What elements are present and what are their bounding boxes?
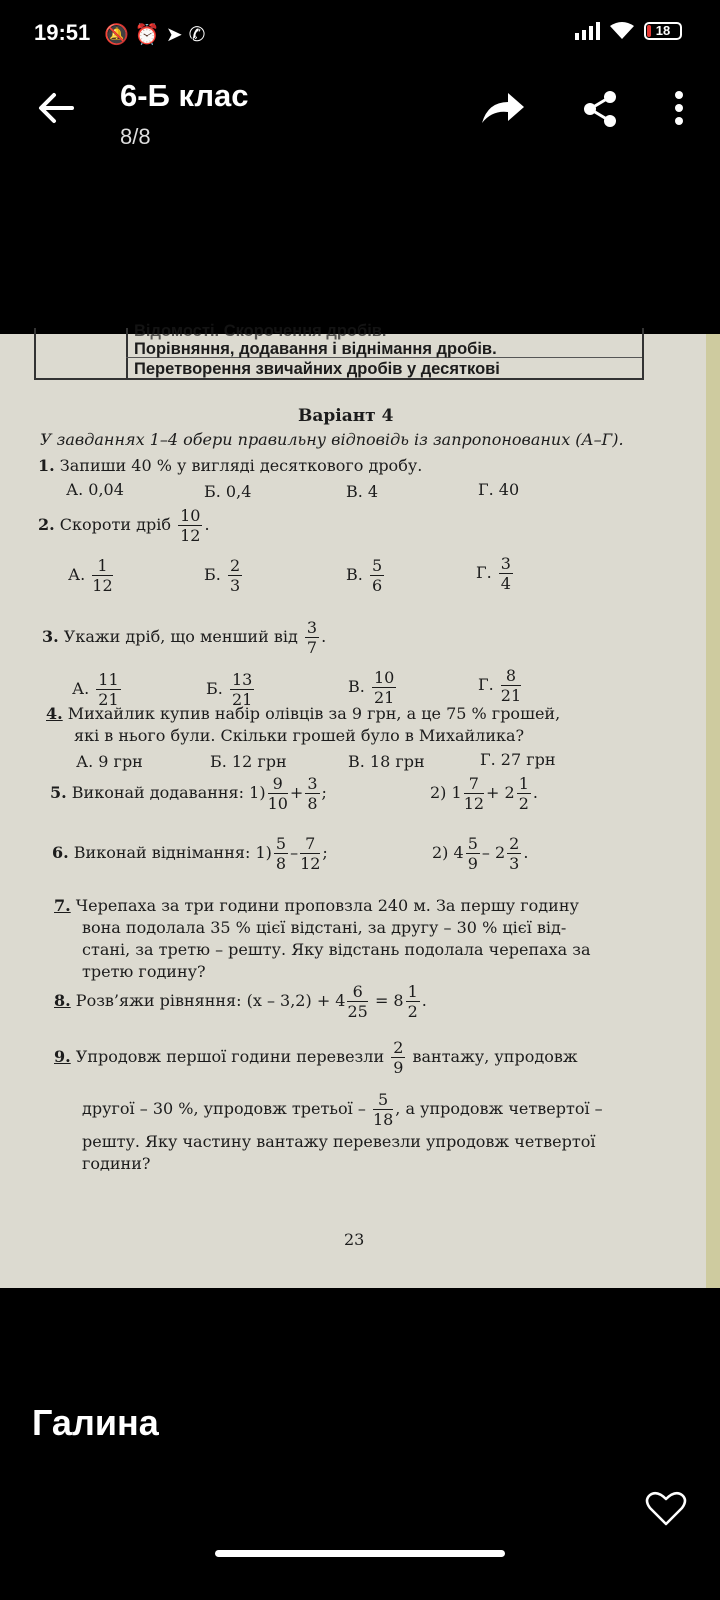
answer-option: Б. 0,4: [204, 482, 252, 501]
page-number: 23: [344, 1230, 365, 1249]
question-8: 8. Розв’яжи рівняння: (x – 3,2) + 4 $\frac{6}{25}$ = 8 $\frac{1}{2}$ .: [54, 982, 427, 1021]
signal-icon: [575, 22, 600, 40]
answer-option: Г. 40: [478, 480, 520, 499]
answer-option: Б. $\frac{13}{21}$: [206, 670, 253, 709]
question-9: 9. Упродовж першої години перевезли $\frac{2}{9}$ вантажу, упродовж: [54, 1038, 578, 1077]
fraction: $\frac{10}{12}$: [180, 506, 201, 545]
phone-icon: ✆: [188, 24, 212, 46]
topic-line: Порівняння, додавання і віднімання дробів.: [134, 340, 497, 358]
answer-option: Б. 12 грн: [210, 752, 287, 771]
question-7-line: третю годину?: [82, 962, 206, 981]
wifi-icon: [610, 22, 634, 40]
chat-title: 6-Б клас: [120, 78, 249, 113]
alarm-icon: ⏰: [134, 24, 166, 46]
question-9-line: решту. Яку частину вантажу перевезли упродовж четвертої: [82, 1132, 596, 1151]
answer-option: А. $\frac{1}{12}$: [68, 556, 113, 595]
question-6: 6. Виконай віднімання: 1) $\frac{5}{8}$ – $\frac{7}{12}$ ;: [52, 834, 328, 873]
answer-option: А. 0,04: [66, 480, 124, 499]
status-time: 19:51: [34, 20, 91, 45]
app-bar: [0, 70, 720, 170]
arrow-left-icon[interactable]: [38, 90, 74, 126]
topic-line: Відомості. Скорочення дробів.: [134, 322, 387, 340]
question-7: 7. Черепаха за три години проповзла 240 м. За першу годину: [54, 896, 579, 915]
status-bar: [0, 0, 720, 70]
answer-option: В. 18 грн: [348, 752, 425, 771]
answer-option: А. 9 грн: [76, 752, 143, 771]
battery-level: 18: [655, 23, 671, 38]
answer-option: Б. $\frac{2}{3}$: [204, 556, 241, 595]
answer-option: Г. $\frac{3}{4}$: [476, 554, 511, 593]
question-4: 4. Михайлик купив набір олівців за 9 грн, а це 75 % грошей,: [46, 704, 561, 723]
answer-option: В. $\frac{5}{6}$: [346, 556, 383, 595]
photo-image[interactable]: [0, 322, 720, 1288]
question-3: 3. Укажи дріб, що менший від $\frac{3}{7}$ .: [42, 618, 327, 657]
question-4-line: які в нього були. Скільки грошей було в Михайлика?: [74, 726, 525, 745]
answer-option: А. $\frac{11}{21}$: [72, 670, 119, 709]
answer-option: В. 4: [346, 482, 379, 501]
share-forward-icon[interactable]: [480, 90, 526, 126]
heart-icon[interactable]: [646, 1491, 686, 1527]
telegram-icon: ➤: [165, 24, 189, 46]
question-9-line: другої – 30 %, упродовж третьої – $\frac{5}{18}$ , а упродовж четвертої –: [82, 1090, 603, 1129]
instructions: У завданнях 1–4 обери правильну відповідь із запропонованих (А–Г).: [40, 430, 624, 449]
question-5: 5. Виконай додавання: 1) $\frac{9}{10}$ + $\frac{3}{8}$ ;: [50, 774, 327, 813]
topic-table: [34, 322, 644, 380]
question-2: 2. Скороти дріб $\frac{10}{12}$ .: [38, 506, 210, 545]
answer-option: Г. 27 грн: [480, 750, 556, 769]
sender-name: Галина: [32, 1402, 159, 1443]
question-7-line: стані, за третю – решту. Яку відстань подолала черепаха за: [82, 940, 591, 959]
topic-line: Перетворення звичайних дробів у десяткові: [134, 360, 500, 378]
mute-icon: 🔕: [104, 24, 135, 46]
question-6-part-2: 2) 4 $\frac{5}{9}$ – 2 $\frac{2}{3}$ .: [432, 834, 529, 873]
share-icon[interactable]: [582, 90, 618, 128]
question-7-line: вона подолала 35 % цієї відстані, за другу – 30 % цієї від-: [82, 918, 567, 937]
home-indicator[interactable]: [215, 1550, 505, 1557]
question-5-part-2: 2) 1 $\frac{7}{12}$ + 2 $\frac{1}{2}$ .: [430, 774, 538, 813]
question-9-line: години?: [82, 1154, 151, 1173]
status-notification-icons: [104, 22, 211, 47]
battery-icon: [644, 22, 682, 40]
more-vert-icon[interactable]: [674, 90, 684, 126]
answer-option: Г. $\frac{8}{21}$: [478, 666, 522, 705]
image-counter: 8/8: [120, 124, 151, 149]
variant-title: Варіант 4: [298, 406, 394, 426]
answer-option: В. $\frac{10}{21}$: [348, 668, 395, 707]
question-1: 1. Запиши 40 % у вигляді десяткового дробу.: [38, 456, 423, 475]
